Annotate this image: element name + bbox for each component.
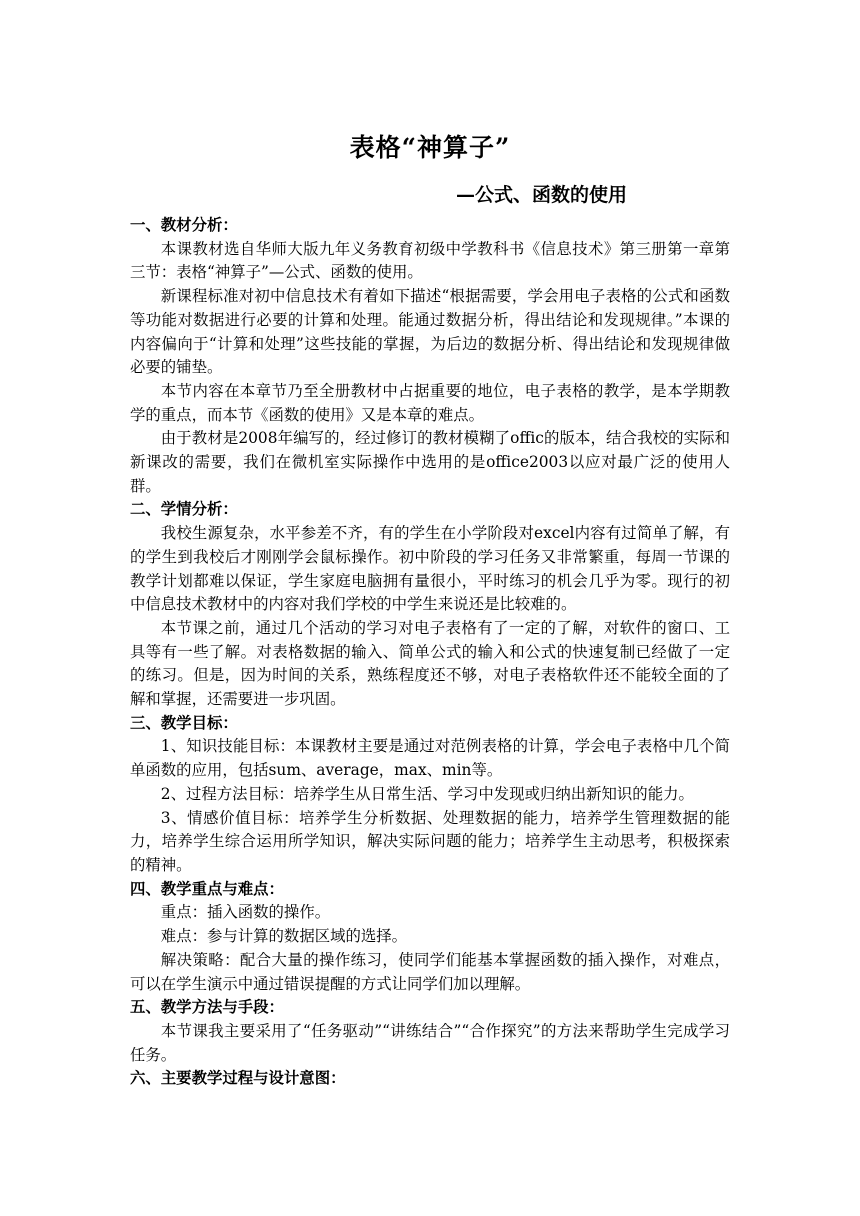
section-heading: 五、教学方法与手段： bbox=[130, 998, 284, 1017]
section-student-analysis bbox=[130, 498, 730, 711]
document-body bbox=[130, 214, 730, 1091]
paragraph: 本课教材选自华师大版九年义务教育初级中学教科书《信息技术》第三册第一章第三节：表格“神算子”—公式、函数的使用。 bbox=[130, 239, 730, 282]
section-teaching-process bbox=[130, 1067, 730, 1091]
paragraph: 3、情感价值目标：培养学生分析数据、处理数据的能力，培养学生管理数据的能力，培养学生综合运用所学知识，解决实际问题的能力；培养学生主动思考，积极探索的精神。 bbox=[130, 808, 730, 874]
paragraph: 本节课之前，通过几个活动的学习对电子表格有了一定的了解，对软件的窗口、工具等有一些了解。对表格数据的输入、简单公式的输入和公式的快速复制已经做了一定的练习。但是，因为时间的关系，熟练程度还不够，对电子表格软件还不能较全面的了解和掌握，还需要进一步巩固。 bbox=[130, 618, 730, 709]
paragraph: 我校生源复杂，水平参差不齐，有的学生在小学阶段对excel内容有过简单了解，有的学生到我校后才刚刚学会鼠标操作。初中阶段的学习任务又非常繁重，每周一节课的教学计划都难以保证，学生家庭电脑拥有量很小，平时练习的机会几乎为零。现行的初中信息技术教材中的内容对我们学校的中学生来说还是比较难的。 bbox=[130, 524, 730, 614]
paragraph: 新课程标准对初中信息技术有着如下描述“根据需要，学会用电子表格的公式和函数等功能对数据进行必要的计算和处理。能通过数据分析，得出结论和发现规律。”本课的内容偏向于“计算和处理”这些技能的掌握，为后边的数据分析、得出结论和发现规律做必要的铺垫。 bbox=[130, 287, 730, 377]
section-heading: 四、教学重点与难点： bbox=[130, 879, 284, 898]
paragraph: 1、知识技能目标：本课教材主要是通过对范例表格的计算，学会电子表格中几个简单函数的应用，包括sum、average，max、min等。 bbox=[130, 737, 730, 780]
paragraph: 解决策略：配合大量的操作练习，使同学们能基本掌握函数的插入操作，对难点，可以在学生演示中通过错误提醒的方式让同学们加以理解。 bbox=[130, 950, 730, 993]
paragraph: 难点：参与计算的数据区域的选择。 bbox=[160, 927, 408, 946]
section-teaching-goals bbox=[130, 712, 730, 878]
paragraph: 本节内容在本章节乃至全册教材中占据重要的地位，电子表格的教学，是本学期教学的重点，而本节《函数的使用》又是本章的难点。 bbox=[130, 381, 730, 424]
paragraph: 本节课我主要采用了“任务驱动”“讲练结合”“合作探究”的方法来帮助学生完成学习任务。 bbox=[130, 1021, 730, 1064]
paragraph: 2、过程方法目标：培养学生从日常生活、学习中发现或归纳出新知识的能力。 bbox=[160, 784, 694, 803]
section-heading: 二、学情分析： bbox=[130, 500, 238, 519]
section-heading: 三、教学目标： bbox=[130, 713, 238, 732]
section-heading: 六、主要教学过程与设计意图： bbox=[130, 1069, 346, 1088]
document-title: 表格“神算子” bbox=[349, 133, 511, 162]
document-subtitle: —公式、函数的使用 bbox=[456, 184, 628, 206]
section-textbook-analysis bbox=[130, 214, 730, 498]
section-heading: 一、教材分析： bbox=[130, 216, 238, 234]
section-key-points bbox=[130, 878, 730, 997]
paragraph: 由于教材是2008年编写的，经过修订的教材模糊了offic的版本，结合我校的实际和新课改的需要，我们在微机室实际操作中选用的是office2003以应对最广泛的使用人群。 bbox=[130, 429, 730, 495]
section-teaching-methods bbox=[130, 996, 730, 1067]
paragraph: 重点：插入函数的操作。 bbox=[160, 903, 331, 922]
